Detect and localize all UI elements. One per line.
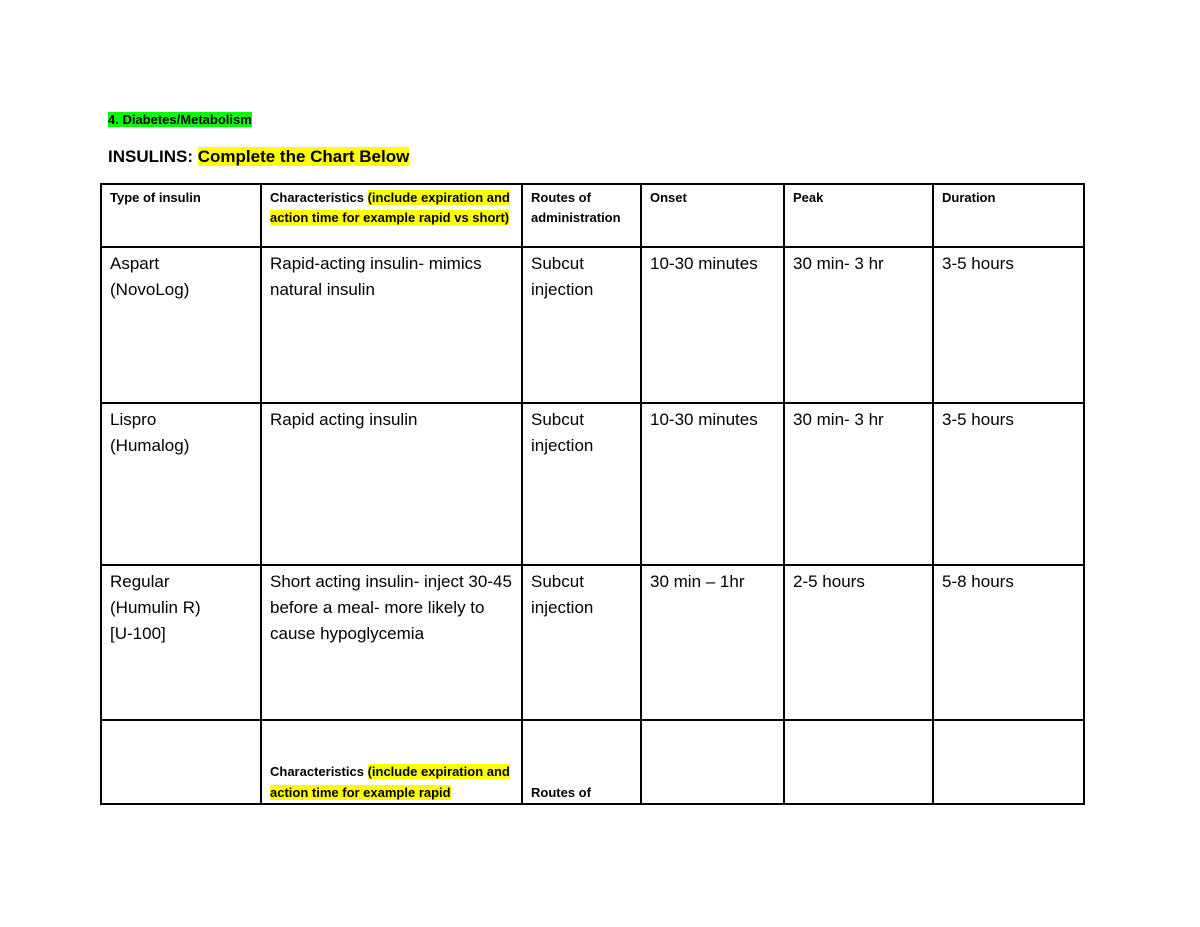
type-line2: (NovoLog) [110,280,190,299]
cell-type [101,403,261,565]
header-characteristics-label: Characteristics [270,190,368,205]
cell-type [101,247,261,403]
header-characteristics-highlight: (include expiration and action time for example rapid vs short) [270,190,510,225]
cell-onset: 10-30 minutes [641,247,784,403]
cell-characteristics: Rapid-acting insulin- mimics natural insulin [261,247,522,403]
header-routes [522,184,641,247]
table-header-row [101,184,1084,247]
header-routes-line1: Routes of [531,190,591,205]
header-routes-line2: administration [531,210,621,225]
type-line1: Aspart [110,254,160,273]
cell-characteristics: Rapid acting insulin [261,403,522,565]
cell-onset: 10-30 minutes [641,403,784,565]
section-heading-text: 4. Diabetes/Metabolism [108,112,252,127]
cell-duration: 5-8 hours [933,565,1084,720]
routes-line1: Subcut [531,254,584,273]
type-line1: Lispro [110,410,157,429]
table-row-partial [101,720,1084,804]
routes-line2: injection [531,280,594,299]
cell-onset-empty [641,720,784,804]
cell-onset: 30 min – 1hr [641,565,784,720]
type-line2: (Humulin R) [110,598,201,617]
type-line1: Regular [110,572,170,591]
header-onset: Onset [641,184,784,247]
header-duration: Duration [933,184,1084,247]
cell-characteristics-repeat [261,720,522,804]
routes-line2: injection [531,598,594,617]
cell-type [101,565,261,720]
type-line3: [U-100] [110,624,166,643]
cell-characteristics: Short acting insulin- inject 30-45 before a meal- more likely to cause hypoglycemia [261,565,522,720]
cell-routes [522,403,641,565]
header-type: Type of insulin [101,184,261,247]
chart-title-prefix: INSULINS: [108,147,198,166]
insulin-table [100,183,1085,805]
cell-routes [522,247,641,403]
cell-type-empty [101,720,261,804]
table-row [101,403,1084,565]
table-row [101,565,1084,720]
table-row [101,247,1084,403]
cell-peak: 30 min- 3 hr [784,403,933,565]
section-heading [108,112,252,128]
cell-peak: 30 min- 3 hr [784,247,933,403]
type-line2: (Humalog) [110,436,190,455]
cell-duration: 3-5 hours [933,403,1084,565]
routes-line1: Subcut [531,572,584,591]
cell-peak-empty [784,720,933,804]
routes-line1: Subcut [531,410,584,429]
cell-routes-repeat [522,720,641,804]
repeat-routes-label: Routes of [531,785,591,800]
chart-title-highlight: Complete the Chart Below [197,147,410,166]
cell-duration: 3-5 hours [933,247,1084,403]
cell-routes [522,565,641,720]
cell-duration-empty [933,720,1084,804]
chart-title [108,146,409,168]
header-characteristics [261,184,522,247]
repeat-characteristics-label: Characteristics [270,764,368,779]
routes-line2: injection [531,436,594,455]
header-peak: Peak [784,184,933,247]
repeat-characteristics-highlight: (include expiration and action time for example rapid [270,764,510,800]
cell-peak: 2-5 hours [784,565,933,720]
